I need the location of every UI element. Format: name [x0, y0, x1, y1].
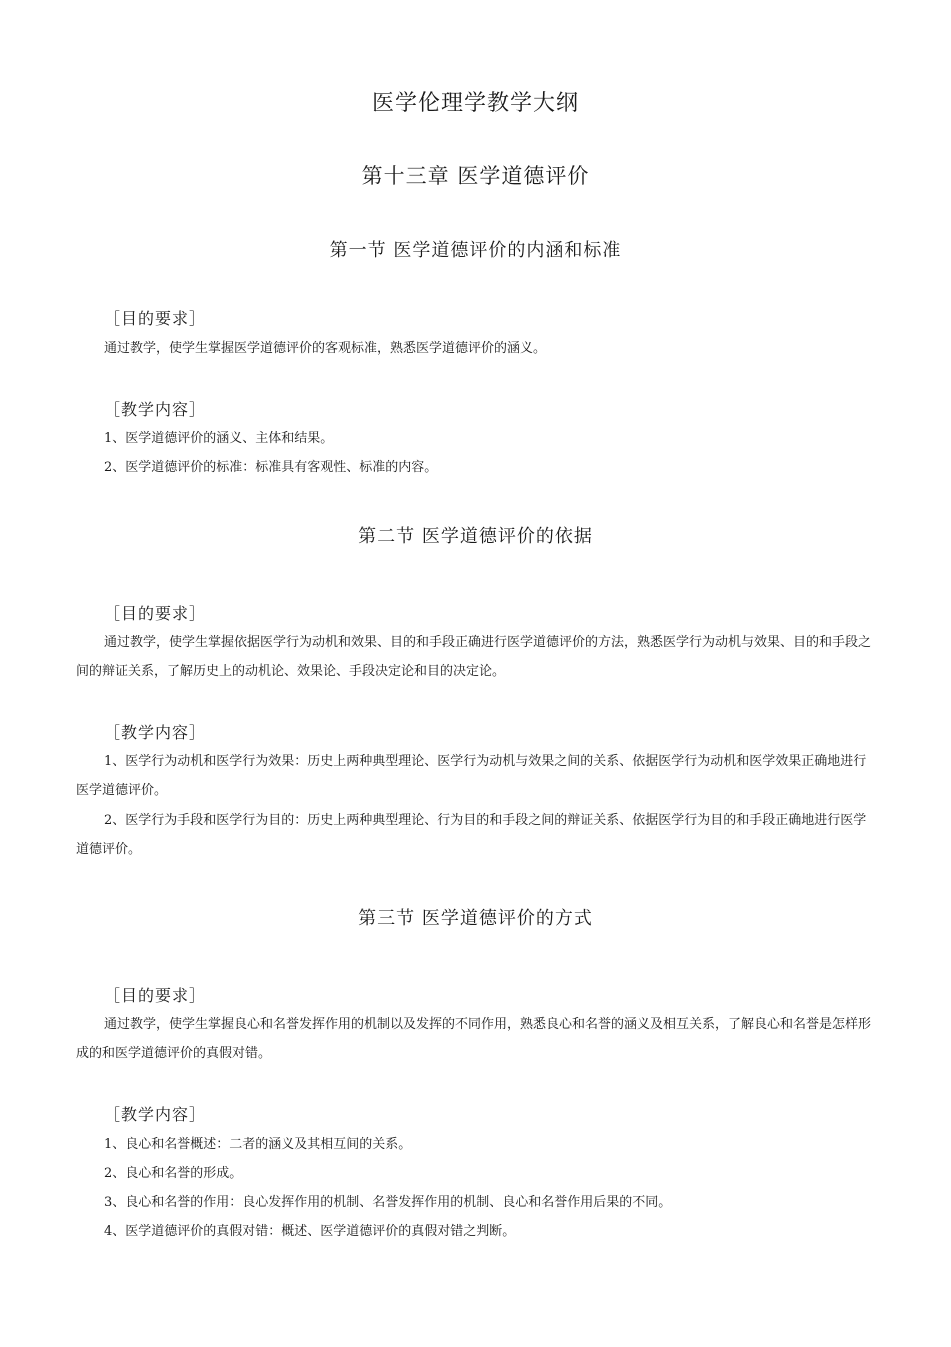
section-1-title: 第一节 医学道德评价的内涵和标准 [329, 240, 622, 261]
section-2-title: 第二节 医学道德评价的依据 [358, 526, 593, 547]
chapter-title: 第十三章 医学道德评价 [361, 164, 590, 188]
section-1-content-heading: ［教学内容］ [104, 400, 207, 419]
section-1-content-item: 1、医学道德评价的涵义、主体和结果。 [104, 431, 334, 446]
section-2-content-item: 2、医学行为手段和医学行为目的：历史上两种典型理论、行为目的和手段之间的辩证关系、依据医学行为目的和手段正确地进行医学道德评价。 [76, 813, 867, 857]
section-3-content-item: 2、良心和名誉的形成。 [104, 1166, 243, 1181]
section-2-content-heading: ［教学内容］ [104, 723, 207, 742]
section-3-content-item: 1、良心和名誉概述：二者的涵义及其相互间的关系。 [104, 1137, 412, 1152]
section-3-goal-heading: ［目的要求］ [104, 986, 207, 1005]
section-2-goal-text: 通过教学，使学生掌握依据医学行为动机和效果、目的和手段正确进行医学道德评价的方法，熟悉医学行为动机与效果、目的和手段之间的辩证关系，了解历史上的动机论、效果论、手段决定论和目的决定论。 [76, 635, 872, 679]
section-3-content-item: 4、医学道德评价的真假对错：概述、医学道德评价的真假对错之判断。 [104, 1224, 516, 1239]
section-3-content-item: 3、良心和名誉的作用：良心发挥作用的机制、名誉发挥作用的机制、良心和名誉作用后果的不同。 [104, 1195, 672, 1210]
section-2-goal-heading: ［目的要求］ [104, 604, 207, 623]
section-3-title: 第三节 医学道德评价的方式 [358, 908, 593, 929]
section-3-goal-text: 通过教学，使学生掌握良心和名誉发挥作用的机制以及发挥的不同作用，熟悉良心和名誉的涵义及相互关系，了解良心和名誉是怎样形成的和医学道德评价的真假对错。 [76, 1017, 872, 1061]
section-3-content-heading: ［教学内容］ [104, 1105, 207, 1124]
section-1-goal-text: 通过教学，使学生掌握医学道德评价的客观标准，熟悉医学道德评价的涵义。 [104, 341, 547, 356]
document-title: 医学伦理学教学大纲 [371, 91, 579, 116]
section-2-content-item: 1、医学行为动机和医学行为效果：历史上两种典型理论、医学行为动机与效果之间的关系、依据医学行为动机和医学效果正确地进行医学道德评价。 [76, 754, 867, 798]
section-1-goal-heading: ［目的要求］ [104, 309, 207, 328]
section-1-content-item: 2、医学道德评价的标准：标准具有客观性、标准的内容。 [104, 460, 438, 475]
